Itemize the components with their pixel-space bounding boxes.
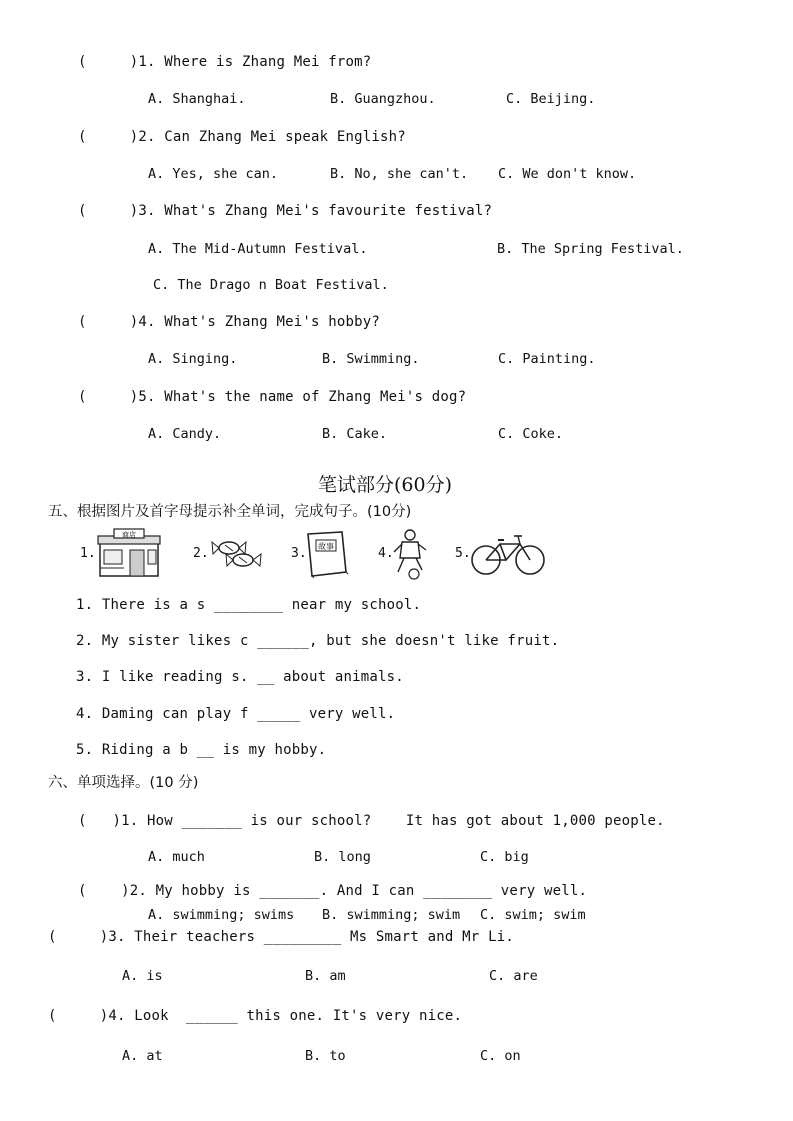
picture-number: 1.	[80, 546, 96, 561]
option-b: B. am	[305, 968, 346, 984]
choice-question-3: ( )3. Their teachers _________ Ms Smart and Mr Li.	[48, 929, 514, 945]
option-c: C. Painting.	[498, 351, 596, 367]
choice-question-4: ( )4. Look ______ this one. It's very nice.	[48, 1008, 463, 1024]
option-b: B. long	[314, 849, 371, 865]
option-a: A. Shanghai.	[148, 91, 246, 107]
option-b: B. The Spring Festival.	[497, 241, 684, 257]
picture-number: 2.	[193, 546, 209, 561]
football-player-icon	[390, 528, 430, 580]
section-five-sentence-1: 1. There is a s ________ near my school.	[76, 597, 422, 613]
option-c: C. are	[489, 968, 538, 984]
option-a: A. The Mid-Autumn Festival.	[148, 241, 368, 257]
option-c: C. swim; swim	[480, 907, 586, 923]
picture-number: 5.	[455, 546, 471, 561]
option-b: B. swimming; swim	[322, 907, 461, 923]
option-a: A. much	[148, 849, 205, 865]
section-five-sentence-5: 5. Riding a b __ is my hobby.	[76, 742, 327, 758]
book-title: 故事	[318, 542, 334, 551]
option-a: A. Singing.	[148, 351, 238, 367]
option-b: B. Swimming.	[322, 351, 420, 367]
listening-question-2: ( )2. Can Zhang Mei speak English?	[78, 129, 406, 145]
shop-sign: 商店	[122, 531, 136, 539]
candy-icon	[207, 532, 267, 572]
section-five-sentence-4: 4. Daming can play f _____ very well.	[76, 706, 396, 722]
option-a: A. at	[122, 1048, 163, 1064]
option-a: A. is	[122, 968, 163, 984]
listening-question-1: ( )1. Where is Zhang Mei from?	[78, 54, 372, 70]
listening-question-3: ( )3. What's Zhang Mei's favourite festival?	[78, 203, 493, 219]
choice-question-1: ( )1. How _______ is our school? It has got about 1,000 people.	[78, 813, 665, 829]
picture-number: 3.	[291, 546, 307, 561]
choice-question-2: ( )2. My hobby is _______. And I can ________ very well.	[78, 883, 588, 899]
written-section-title: 笔试部分(60分)	[318, 474, 453, 496]
picture-number: 4.	[378, 546, 394, 561]
option-c: C. Coke.	[498, 426, 564, 442]
option-c: C. We don't know.	[498, 166, 637, 182]
section-six-heading: 六、单项选择。(10 分)	[48, 775, 199, 791]
section-five-sentence-3: 3. I like reading s. __ about animals.	[76, 669, 404, 685]
option-b: B. Cake.	[322, 426, 388, 442]
shop-icon	[94, 528, 164, 578]
listening-question-4: ( )4. What's Zhang Mei's hobby?	[78, 314, 381, 330]
option-b: B. to	[305, 1048, 346, 1064]
option-a: A. swimming; swims	[148, 907, 295, 923]
bicycle-icon	[470, 530, 546, 578]
option-c: C. on	[480, 1048, 521, 1064]
option-b: B. Guangzhou.	[330, 91, 436, 107]
section-five-sentence-2: 2. My sister likes c ______, but she doesn't like fruit.	[76, 633, 560, 649]
option-a: A. Yes, she can.	[148, 166, 279, 182]
listening-question-5: ( )5. What's the name of Zhang Mei's dog?	[78, 389, 467, 405]
option-c: C. big	[480, 849, 529, 865]
section-five-heading: 五、根据图片及首字母提示补全单词，完成句子。(10分)	[48, 504, 412, 520]
storybook-icon	[304, 530, 350, 578]
option-c: C. The Drago n Boat Festival.	[153, 277, 389, 293]
option-c: C. Beijing.	[506, 91, 596, 107]
option-b: B. No, she can't.	[330, 166, 469, 182]
option-a: A. Candy.	[148, 426, 222, 442]
